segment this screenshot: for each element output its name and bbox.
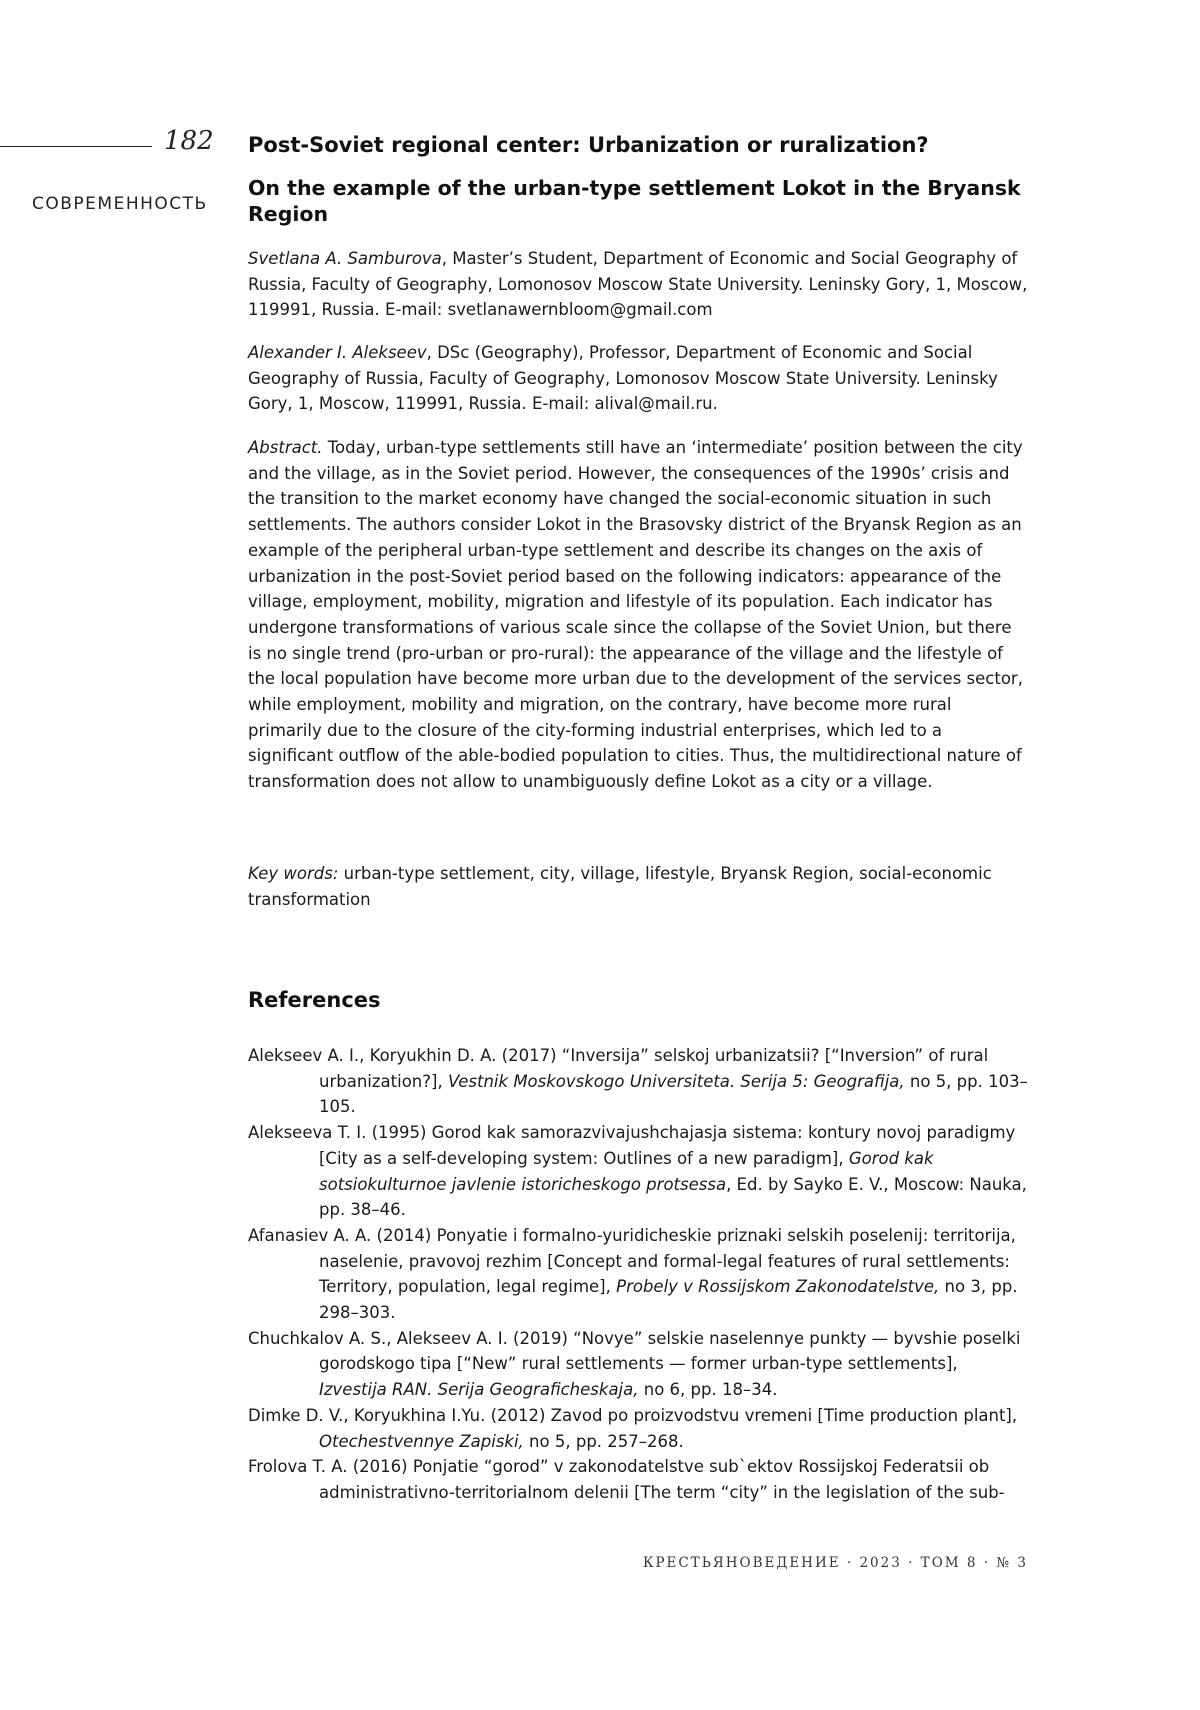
reference-item: Dimke D. V., Koryukhina I.Yu. (2012) Zavod po proizvodstvu vremeni [Time production plant], Otechestvennye Zapiski, no 5, pp. 257–268. — [248, 1403, 1028, 1454]
references-heading: References — [248, 988, 1028, 1012]
keywords-label: Key words: — [248, 864, 338, 883]
section-label: СОВРЕМЕННОСТЬ — [32, 194, 208, 214]
reference-item: Afanasiev A. A. (2014) Ponyatie i formalno-yuridicheskie priznaki selskih poselenij: territorija, naselenie, pravovoj rezhim [Concept and formal-legal features of rural settlements: Territory, population, legal regime], Probely v Rossijskom Zakonodatelstve, no 3, pp. 298–303. — [248, 1223, 1028, 1326]
abstract — [248, 435, 1028, 795]
page-number: 182 — [164, 126, 214, 156]
reference-list — [248, 1043, 1028, 1506]
article-title: Post-Soviet regional center: Urbanization or ruralization? — [248, 132, 1028, 158]
abstract-text: Today, urban-type settlements still have an ‘intermediate’ position between the city and the village, as in the Soviet period. However, the consequences of the 1990s’ crisis and the transition to the market economy have changed the social-economic situation in such settlements. The authors consider Lokot in the Brasovsky district of the Bryansk Region as an example of the peripheral urban-type settlement and describe its changes on the axis of urbanization in the post-Soviet period based on the following indicators: appearance of the village, employment, mobility, migration and lifestyle of its population. Each indicator has undergone transformations of various scale since the collapse of the Soviet Union, but there is no single trend (pro-urban or pro-rural): the appearance of the village and the lifestyle of the local population have become more urban due to the development of the services sector, while employment, mobility and migration, on the contrary, have become more rural primarily due to the closure of the city-forming industrial enterprises, which led to a significant outflow of the able-bodied population to cities. Thus, the multidirectional nature of transformation does not allow to unambiguously define Lokot as a city or a village. — [248, 438, 1023, 791]
abstract-label: Abstract. — [248, 438, 323, 457]
running-footer: КРЕСТЬЯНОВЕДЕНИЕ · 2023 · ТОМ 8 · № 3 — [643, 1555, 1028, 1571]
author-1 — [248, 246, 1028, 323]
keywords-text: urban-type settlement, city, village, lifestyle, Bryansk Region, social-economic transformation — [248, 864, 992, 909]
author-2-affiliation: , DSc (Geography), Professor, Department of Economic and Social Geography of Russia, Faculty of Geography, Lomonosov Moscow State University. Leninsky Gory, 1, Moscow, 119991, Russia. E-mail: alival@mail.ru. — [248, 343, 998, 413]
reference-item: Alekseev A. I., Koryukhin D. A. (2017) “Inversija” selskoj urbanizatsii? [“Inversion” of rural urbanization?], Vestnik Moskovskogo Universiteta. Serija 5: Geografija, no 5, pp. 103–105. — [248, 1043, 1028, 1120]
author-2 — [248, 340, 1028, 417]
article-subtitle: On the example of the urban-type settlement Lokot in the Bryansk Region — [248, 175, 1028, 227]
author-2-name: Alexander I. Alekseev — [248, 343, 427, 362]
reference-item: Chuchkalov A. S., Alekseev A. I. (2019) “Novye” selskie naselennye punkty — byvshie poselki gorodskogo tipa [“New” rural settlements — former urban-type settlements], Izvestija RAN. Serija Geograficheskaja, no 6, pp. 18–34. — [248, 1326, 1028, 1403]
keywords — [248, 861, 1028, 912]
header-rule — [0, 146, 152, 147]
reference-item: Frolova T. A. (2016) Ponjatie “gorod” v zakonodatelstve sub`ektov Rossijskoj Federatsii ob administrativno-territorialnom delenii [The term “city” in the legislation of the sub- — [248, 1454, 1028, 1505]
author-1-affiliation: , Master’s Student, Department of Economic and Social Geography of Russia, Faculty of Geography, Lomonosov Moscow State University. Leninsky Gory, 1, Moscow, 119991, Russia. E-mail: svetlanawernbloom@gmail.com — [248, 249, 1027, 319]
author-1-name: Svetlana A. Samburova — [248, 249, 442, 268]
reference-item: Alekseeva T. I. (1995) Gorod kak samorazvivajushchajasja sistema: kontury novoj paradigmy [City as a self-developing system: Outlines of a new paradigm], Gorod kak sotsiokulturnoe javlenie istoricheskogo protsessa, Ed. by Sayko E. V., Moscow: Nauka, pp. 38–46. — [248, 1120, 1028, 1223]
